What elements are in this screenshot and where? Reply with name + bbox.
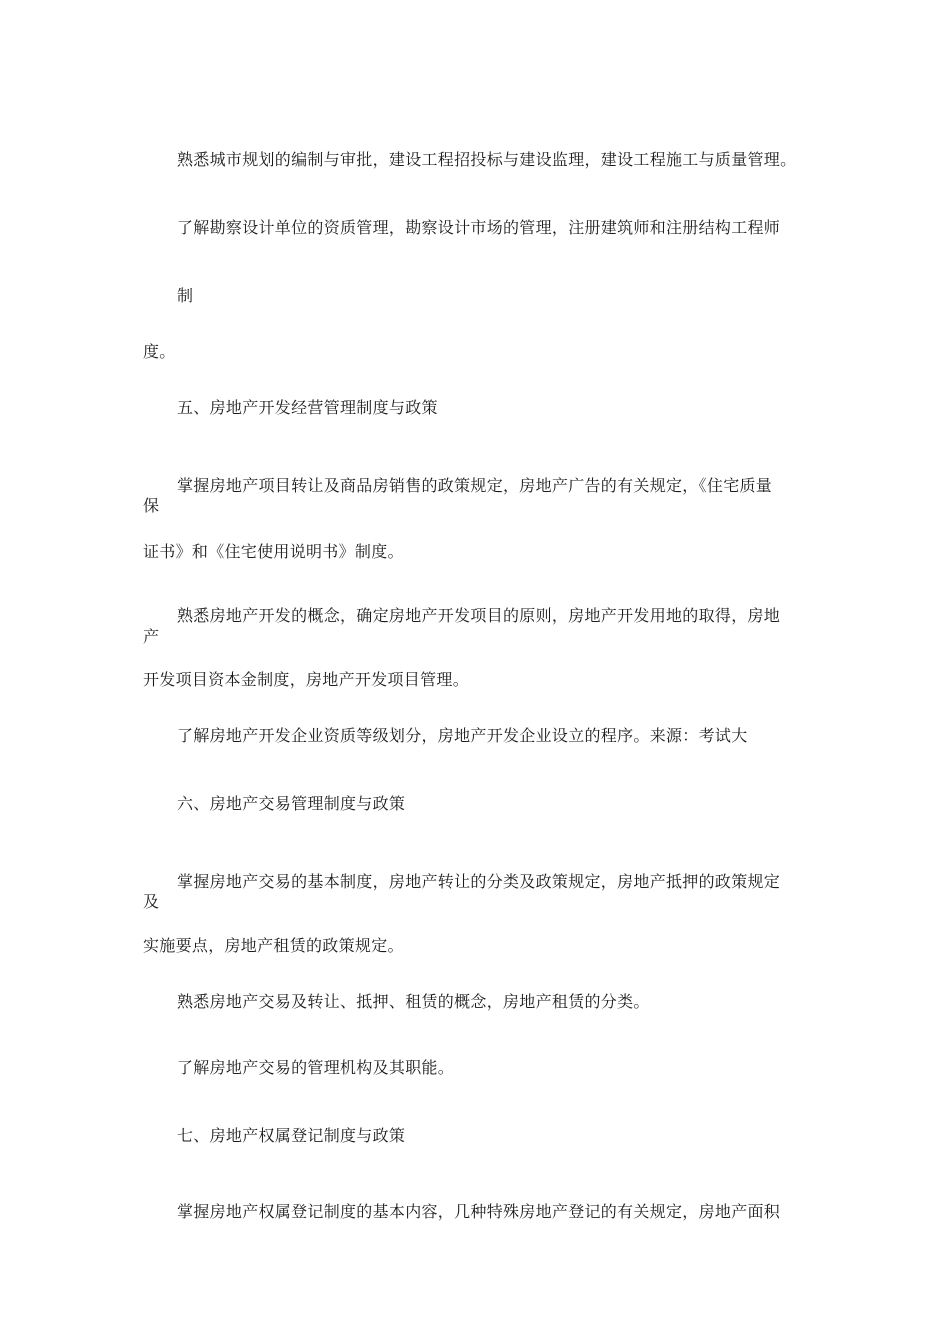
text-line: 实施要点，房地产租赁的政策规定。	[143, 936, 404, 955]
text-line: 熟悉房地产交易及转让、抵押、租赁的概念，房地产租赁的分类。	[177, 992, 650, 1011]
text-line: 证书》和《住宅使用说明书》制度。	[143, 542, 404, 561]
section-heading: 六、房地产交易管理制度与政策	[177, 794, 406, 813]
text-line: 产	[143, 627, 160, 646]
text-line: 熟悉城市规划的编制与审批，建设工程招投标与建设监理，建设工程施工与质量管理。	[177, 150, 797, 169]
text-line: 了解房地产开发企业资质等级划分，房地产开发企业设立的程序。来源：考试大	[177, 726, 748, 745]
text-line: 了解勘察设计单位的资质管理，勘察设计市场的管理，注册建筑师和注册结构工程师	[177, 218, 781, 237]
section-heading: 七、房地产权属登记制度与政策	[177, 1126, 406, 1145]
text-line: 保	[143, 496, 160, 515]
text-line: 掌握房地产权属登记制度的基本内容，几种特殊房地产登记的有关规定，房地产面积	[177, 1202, 781, 1221]
text-line: 制	[177, 286, 194, 305]
text-line: 了解房地产交易的管理机构及其职能。	[177, 1058, 455, 1077]
text-line: 掌握房地产项目转让及商品房销售的政策规定，房地产广告的有关规定，《住宅质量	[177, 476, 773, 495]
text-line: 熟悉房地产开发的概念，确定房地产开发项目的原则，房地产开发用地的取得，房地	[177, 606, 781, 625]
section-heading: 五、房地产开发经营管理制度与政策	[177, 398, 438, 417]
text-line: 开发项目资本金制度，房地产开发项目管理。	[143, 670, 470, 689]
text-line: 及	[143, 892, 160, 911]
text-line: 度。	[143, 342, 176, 361]
text-line: 掌握房地产交易的基本制度，房地产转让的分类及政策规定，房地产抵押的政策规定	[177, 872, 781, 891]
